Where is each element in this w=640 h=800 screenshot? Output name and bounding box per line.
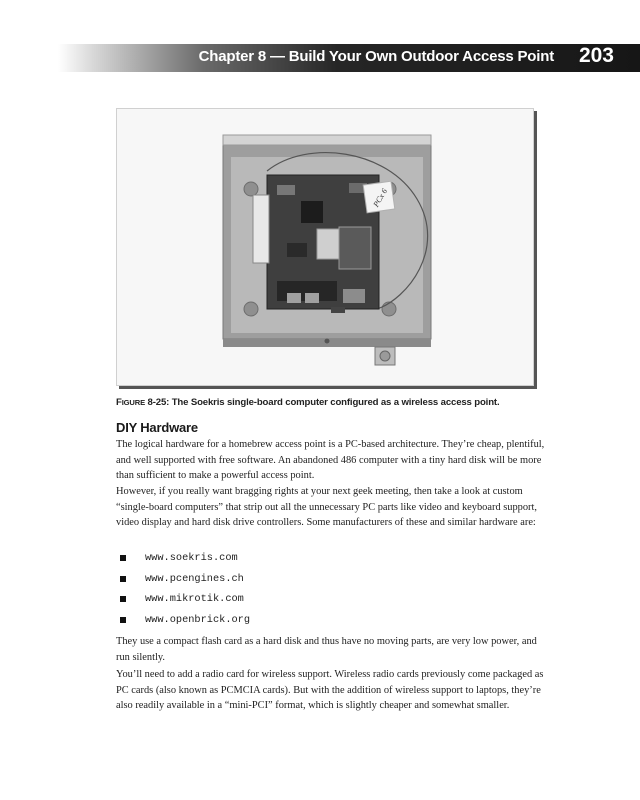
chapter-title: Chapter 8 — Build Your Own Outdoor Access Point (198, 48, 554, 65)
manufacturer-url: www.mikrotik.com (145, 593, 244, 605)
manufacturer-list (120, 548, 250, 630)
bullet-marker (120, 576, 126, 582)
figure-caption-text: The Soekris single-board computer configured as a wireless access point. (171, 397, 500, 408)
soekris-board-photo (117, 109, 533, 385)
paragraph-2: However, if you really want bragging rights at your next geek meeting, then take a look at custom “single-board computers” that strip out all the unnecessary PC parts like video and keyboard support, video display and hard disk drive controllers. Some manufacturers of these and similar hardware are: (116, 486, 538, 528)
bullet-marker (120, 555, 126, 561)
paragraph-4: You’ll need to add a radio card for wireless support. Wireless radio cards previously come packaged as PC cards (also known as PCMCIA cards). But with the addition of wireless support to laptops, they’re also readily available in a “mini-PCI” format, which is slightly cheaper and somewhat smaller. (116, 669, 544, 711)
figure-label-lead: F (116, 397, 122, 408)
paragraph-1: The logical hardware for a homebrew access point is a PC-based architecture. They’re cheap, plentiful, and well supported with free software. An abandoned 486 computer with a tiny hard disk will be more than sufficient to make a powerful access point. (116, 439, 545, 481)
page-number: 203 (578, 44, 614, 67)
section-heading: DIY Hardware (116, 420, 198, 435)
figure-label-rest: IGURE (121, 398, 146, 407)
manufacturer-url: www.pcengines.ch (145, 572, 244, 585)
bullet-marker (120, 596, 126, 602)
chapter-header-bar (58, 44, 640, 72)
manufacturer-url: www.soekris.com (145, 552, 238, 564)
list-item (120, 569, 250, 590)
paragraph-3: They use a compact flash card as a hard disk and thus have no moving parts, are very low power, and run silently. (116, 636, 537, 663)
bullet-marker (120, 617, 126, 623)
list-item (120, 589, 250, 610)
list-item (120, 610, 250, 631)
list-item (120, 548, 250, 569)
handwritten-tag: PCx 6 (371, 187, 390, 209)
figure-number: 8-25: (147, 397, 170, 408)
manufacturer-url: www.openbrick.org (145, 613, 251, 626)
figure-photo (116, 108, 534, 386)
figure-caption (116, 397, 546, 408)
